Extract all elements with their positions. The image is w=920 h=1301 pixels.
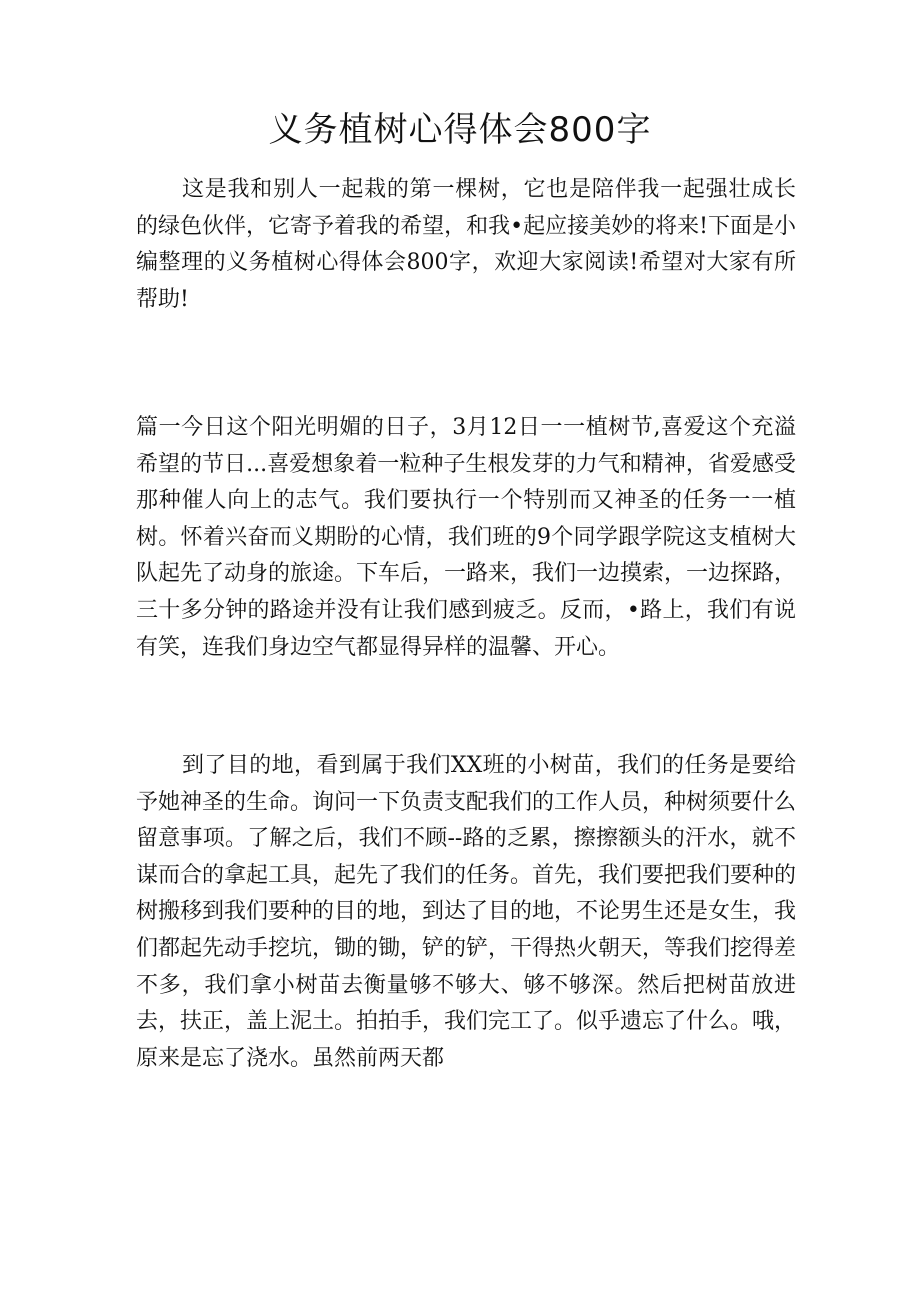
- document-title: 义务植树心得体会800字: [268, 110, 652, 150]
- body-paragraph-2: 到了目的地，看到属于我们XX班的小树苗，我们的任务是要给予她神圣的生命。询问一下负责支配我们的工作人员，种树须要什么留意事项。了解之后，我们不顾--路的乏累，擦擦额头的汗水，就不谋而合的拿起工具，起先了我们的任务。首先，我们要把我们要种的树搬移到我们要种的目的地，到达了目的地，不论男生还是女生，我们都起先动手挖坑，锄的锄，铲的铲，干得热火朝天，等我们挖得差不多，我们拿小树苗去衡量够不够大、够不够深。然后把树苗放进去，扶正，盖上泥土。拍拍手，我们完工了。似乎遗忘了什么。哦，原来是忘了浇水。虽然前两天都: [136, 753, 797, 1071]
- intro-paragraph: 这是我和别人一起栽的第一棵树，它也是陪伴我一起强壮成长的绿色伙伴，它寄予着我的希望，和我•起应接美妙的将来!下面是小编整理的义务植树心得体会800字，欢迎大家阅读!希望对大家有所帮助!: [136, 177, 796, 312]
- body-paragraph-1: 篇一今日这个阳光明媚的日子，3月12日一一植树节,喜爱这个充溢希望的节日...喜爱想象着一粒种子生根发芽的力气和精神，省爱感受那种催人向上的志气。我们要执行一个特别而又神圣的任务一一植树。怀着兴奋而义期盼的心情，我们班的9个同学跟学院这支植树大队起先了动身的旅途。下车后，一路来，我们一边摸索，一边探路，三十多分钟的路途并没有让我们感到疲乏。反而，•路上，我们有说有笑，连我们身边空气都显得异样的温馨、开心。: [136, 415, 797, 660]
